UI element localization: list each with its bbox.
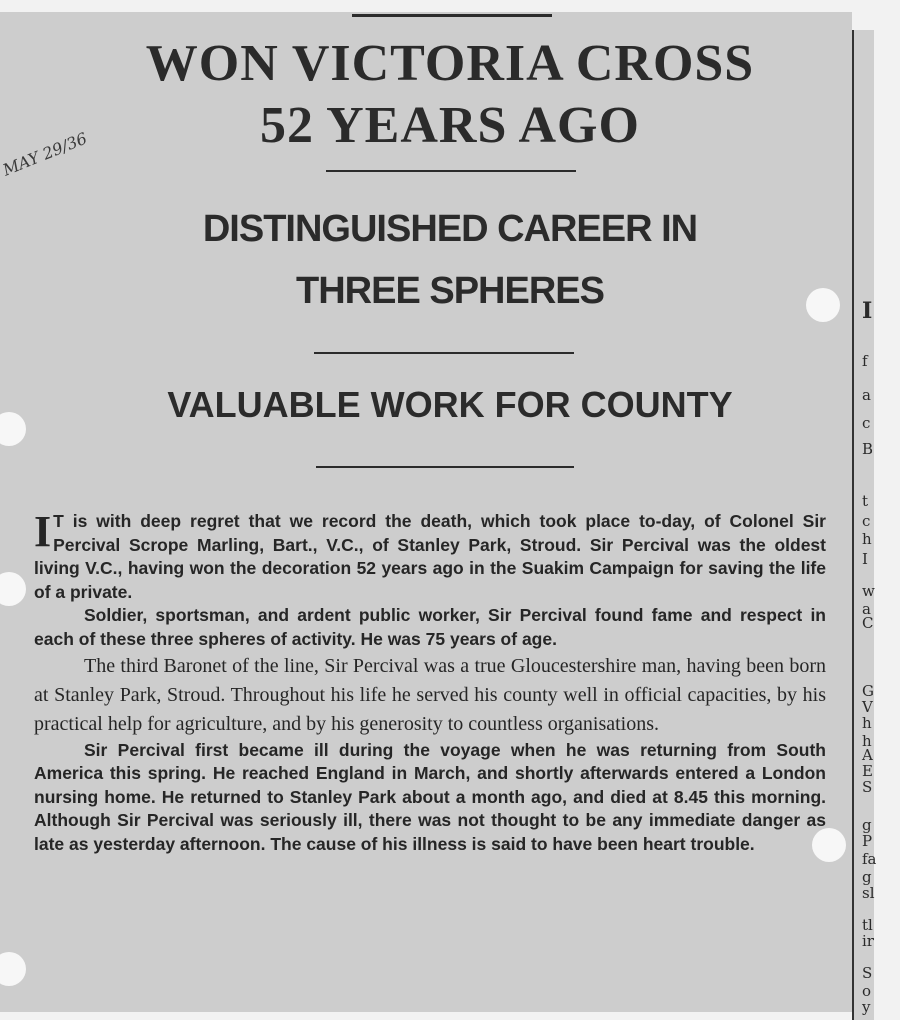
punch-hole — [0, 572, 26, 606]
paragraph-4: Sir Percival first became ill during the voyage when he was returning from South America this spring. He reached England in March, and shortly afterwards entered a London nursing home. He returned to Stanley Park about a month ago, and died at 8.45 this morning. Although Sir Percival was seriously ill, there was not thought to be any immediate danger as late as yesterday afternoon. The cause of his illness is said to have been heart trouble. — [34, 739, 826, 854]
adjacent-column — [852, 30, 877, 1020]
adjacent-column-letter: S — [862, 778, 873, 796]
adjacent-column-letter: t — [862, 492, 869, 510]
paragraph-1-text: T is with deep regret that we record the death, which took place to-day, of Colonel Sir Percival Scrope Marling, Bart., V.C., of Stanley Park, Stroud. Sir Percival was the oldest living V.C., having won the decoration 52 years ago in the Suakim Campaign for saving the life of a private. — [34, 511, 826, 602]
adjacent-column-letter: a — [862, 386, 871, 404]
subhead-divider — [314, 352, 574, 354]
adjacent-column-letter: c — [862, 414, 871, 432]
subhead-line-1: DISTINGUISHED CAREER IN — [202, 208, 698, 250]
paragraph-3: The third Baronet of the line, Sir Percival was a true Gloucestershire man, having been born at Stanley Park, Stroud. Throughout his life he served his county well in official capacities, by his practical help for agriculture, and by his generosity to countless organisations. — [34, 654, 826, 735]
adjacent-column-letter: P — [862, 832, 873, 850]
adjacent-column-letter: sl — [862, 884, 875, 902]
paragraph-1 — [34, 507, 826, 604]
adjacent-column-letter: B — [862, 440, 874, 458]
adjacent-column-letter: I — [862, 550, 868, 568]
adjacent-column-letter: w — [862, 582, 875, 600]
adjacent-column-letter: a — [862, 600, 871, 618]
adjacent-column-letter: G — [862, 682, 874, 700]
newspaper-clipping — [0, 12, 852, 1012]
adjacent-column-letter: E — [862, 762, 873, 780]
adjacent-column-letter: tl — [862, 916, 873, 934]
adjacent-column-letter: fa — [862, 850, 877, 868]
adjacent-column-letter: A — [862, 746, 873, 764]
paragraph-2: Soldier, sportsman, and ardent public worker, Sir Percival found fame and respect in each of these three spheres of activity. He was 75 years of age. — [34, 605, 826, 649]
adjacent-column-letter: S — [862, 964, 873, 982]
headline-line-2: 52 YEARS AGO — [260, 97, 640, 154]
adjacent-column-letter: g — [862, 816, 872, 834]
punch-hole — [806, 288, 840, 322]
adjacent-column-letter: h — [862, 732, 872, 750]
adjacent-column-letter: ir — [862, 932, 874, 950]
adjacent-column-letter: V — [862, 698, 873, 716]
adjacent-column-letter: y — [862, 998, 871, 1016]
handwritten-date: MAY 29/36 — [0, 128, 90, 180]
punch-hole — [0, 952, 26, 986]
adjacent-column-letter: o — [862, 982, 872, 1000]
adjacent-column-letter: h — [862, 714, 872, 732]
headline-line-1: WON VICTORIA CROSS — [145, 35, 755, 92]
drop-cap: I — [34, 507, 52, 556]
subhead-2: VALUABLE WORK FOR COUNTY — [167, 384, 733, 425]
adjacent-column-letter: c — [862, 512, 871, 530]
adjacent-column-letter: h — [862, 530, 872, 548]
adjacent-column-letter: C — [862, 614, 874, 632]
article-divider — [316, 466, 574, 468]
adjacent-column-letter: g — [862, 868, 872, 886]
adjacent-column-letter: I — [862, 298, 873, 324]
punch-hole — [812, 828, 846, 862]
headline-divider — [326, 170, 576, 172]
top-rule — [352, 14, 552, 17]
adjacent-column-letter: f — [862, 352, 868, 370]
subhead-line-2: THREE SPHERES — [296, 270, 604, 312]
article-body — [34, 507, 826, 857]
